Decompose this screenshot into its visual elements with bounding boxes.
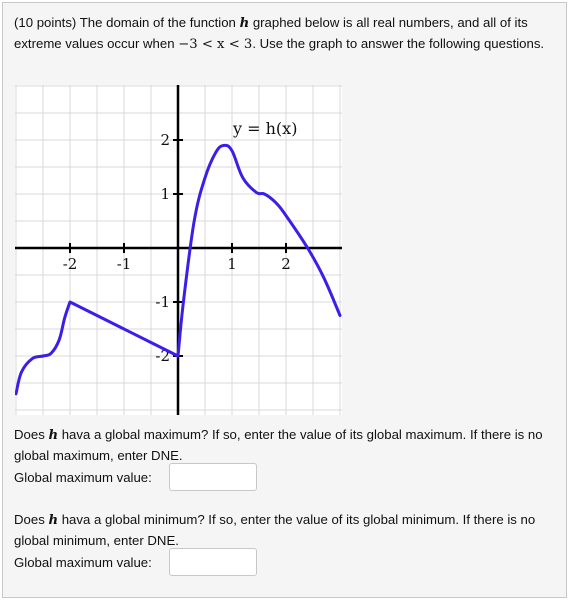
- q2-function-symbol: h: [48, 513, 59, 528]
- points-label: (10 points): [14, 15, 77, 30]
- y-tick-label: 1: [160, 185, 170, 203]
- graph: [15, 85, 342, 415]
- function-graph: [15, 85, 342, 415]
- q1-prefix: Does: [14, 427, 49, 442]
- x-tick-label: 2: [281, 255, 291, 273]
- problem-statement: [14, 13, 562, 55]
- global-maximum-input[interactable]: [169, 463, 257, 491]
- domain-inequality: −3 < x < 3: [178, 37, 253, 52]
- q2-field-label: Global maximum value:: [14, 555, 152, 570]
- q2-prefix: Does: [14, 512, 49, 527]
- function-symbol: h: [239, 16, 250, 31]
- x-tick-label: -1: [116, 255, 132, 273]
- global-minimum-input[interactable]: [169, 548, 257, 576]
- x-tick-label: 1: [227, 255, 237, 273]
- statement-text-3: . Use the graph to answer the following questions.: [252, 36, 545, 51]
- question-panel: [2, 2, 567, 598]
- x-tick-label: -2: [62, 255, 78, 273]
- graph-label: y = h(x): [233, 119, 298, 138]
- q1-function-symbol: h: [48, 428, 59, 443]
- y-tick-label: -2: [155, 347, 170, 365]
- question-1-text: [14, 425, 562, 466]
- y-tick-label: 2: [160, 131, 170, 149]
- statement-text: The domain of the function: [76, 15, 240, 30]
- statement-text-2: graphed below is all real numbers, and all of its extreme values occur when: [14, 15, 528, 51]
- q2-text: hava a global minimum? If so, enter the value of its global minimum. If there is no global minimum, enter DNE.: [14, 512, 536, 548]
- question-2-text: [14, 510, 562, 551]
- y-tick-label: -1: [155, 293, 170, 311]
- q1-text: hava a global maximum? If so, enter the value of its global maximum. If there is no global maximum, enter DNE.: [14, 427, 543, 463]
- q1-field-label: Global maximum value:: [14, 470, 152, 485]
